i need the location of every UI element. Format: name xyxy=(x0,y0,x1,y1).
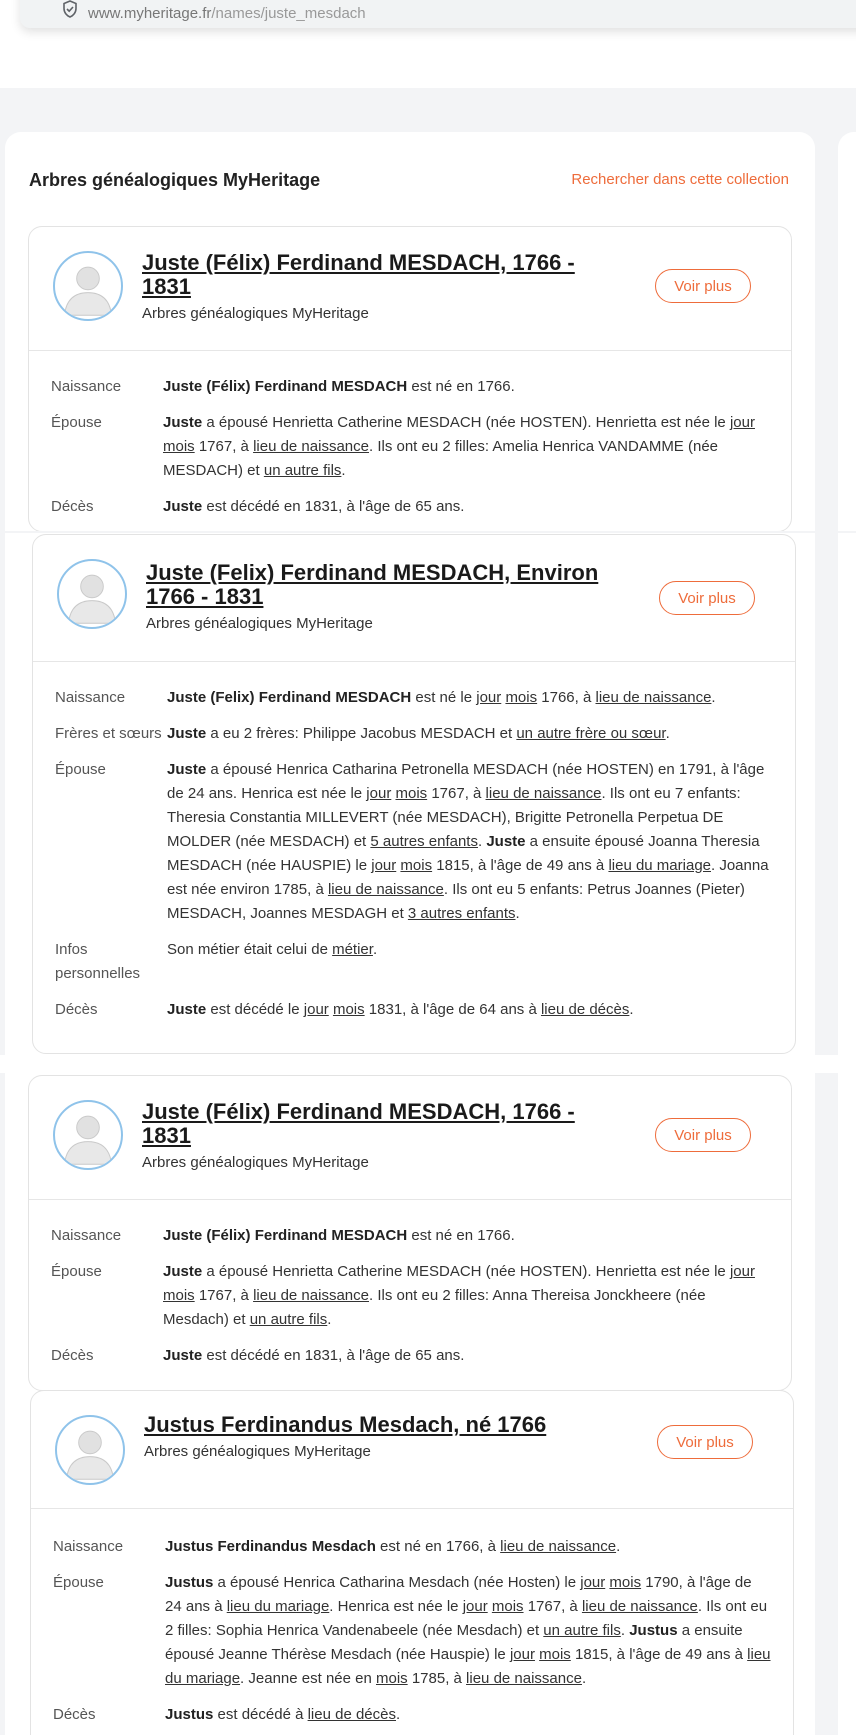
death-place-link[interactable]: lieu de décès xyxy=(307,1706,396,1723)
voir-plus-button[interactable]: Voir plus xyxy=(655,269,751,303)
birth-row: Naissance Juste (Félix) Ferdinand MESDACH est né en 1766. xyxy=(51,1227,515,1244)
birthplace-link[interactable]: lieu de naissance xyxy=(253,438,369,455)
month-link[interactable]: mois xyxy=(332,1001,365,1018)
record-name-link[interactable]: Juste (Félix) Ferdinand MESDACH, 1766 - 1831 xyxy=(142,250,575,299)
month-link[interactable]: mois xyxy=(395,785,428,802)
marriage-place-link[interactable]: lieu du mariage xyxy=(226,1598,330,1615)
month-link[interactable]: mois xyxy=(539,1646,571,1663)
avatar-placeholder-icon xyxy=(57,559,127,629)
record-card xyxy=(28,1075,792,1391)
voir-plus-button[interactable]: Voir plus xyxy=(657,1425,753,1459)
siblings-row: Frères et sœurs Juste a eu 2 frères: Philippe Jacobus MESDACH et un autre frère ou sœur. xyxy=(55,725,670,742)
record-source: Arbres généalogiques MyHeritage xyxy=(144,1443,371,1460)
other-sibling-link[interactable]: un autre frère ou sœur xyxy=(516,725,666,742)
marriage-place-link[interactable]: lieu du mariage xyxy=(608,857,711,874)
birthplace-link[interactable]: lieu de naissance xyxy=(327,881,444,898)
birthplace-link[interactable]: lieu de naissance xyxy=(466,1670,582,1687)
voir-plus-button[interactable]: Voir plus xyxy=(659,581,755,615)
birthplace-link[interactable]: lieu de naissance xyxy=(581,1598,698,1615)
avatar-placeholder-icon xyxy=(55,1415,125,1485)
personal-info-row: Infos personnelles Son métier était celui de métier. xyxy=(55,941,378,982)
death-row: Décès Justus est décédé à lieu de décès. xyxy=(53,1706,401,1723)
search-collection-link[interactable]: Rechercher dans cette collection xyxy=(571,171,789,188)
spouse-row: Épouse Juste a épousé Henrietta Catherine MESDACH (née HOSTEN). Henrietta est née le jour mois 1767, à lieu de naissance. Ils ont eu 2 filles: Anna Thereisa Jonckheere (née Mesdach) et un autre fils. xyxy=(51,1263,755,1328)
browser-chrome xyxy=(0,0,856,88)
avatar-placeholder-icon xyxy=(53,251,123,321)
url-text[interactable]: www.myheritage.fr/names/juste_mesdach xyxy=(88,4,366,22)
occupation-link[interactable]: métier xyxy=(332,941,373,958)
birthplace-link[interactable]: lieu de naissance xyxy=(253,1287,369,1304)
day-link[interactable]: jour xyxy=(729,414,755,431)
record-source: Arbres généalogiques MyHeritage xyxy=(142,305,369,322)
month-link[interactable]: mois xyxy=(505,689,538,706)
record-source: Arbres généalogiques MyHeritage xyxy=(142,1154,369,1171)
record-card xyxy=(30,1390,794,1735)
spouse-row: Épouse Justus a épousé Henrica Catharina Mesdach (née Hosten) le jour mois 1790, à l'âge de 24 ans à lieu du mariage. Henrica est née le jour mois 1767, à lieu de naissance. Ils ont eu 2 filles: Sophia Henrica Vandenabeele (née Mesdach) et un autre fils. Justus a ensuite épousé Jeanne Thérèse Mesdach (née Hauspie) le jour mois 1815, à l'âge de 49 ans à lieu du mariage. Jeanne est née en mois 1785, à lieu de naissance. xyxy=(53,1574,771,1687)
day-link[interactable]: jour xyxy=(729,1263,755,1280)
other-children-link[interactable]: 5 autres enfants xyxy=(370,833,478,850)
month-link[interactable]: mois xyxy=(491,1598,524,1615)
death-row: Décès Juste est décédé en 1831, à l'âge de 65 ans. xyxy=(51,1347,465,1364)
other-child-link[interactable]: un autre fils xyxy=(263,462,342,479)
avatar-placeholder-icon xyxy=(53,1100,123,1170)
birth-row: Naissance Justus Ferdinandus Mesdach est né en 1766, à lieu de naissance. xyxy=(53,1538,621,1555)
month-link[interactable]: mois xyxy=(609,1574,642,1591)
birthplace-link[interactable]: lieu de naissance xyxy=(500,1538,617,1555)
day-link[interactable]: jour xyxy=(509,1646,535,1663)
record-source: Arbres généalogiques MyHeritage xyxy=(146,615,373,632)
day-link[interactable]: jour xyxy=(371,857,397,874)
day-link[interactable]: jour xyxy=(580,1574,606,1591)
death-row: Décès Juste est décédé en 1831, à l'âge de 65 ans. xyxy=(51,498,465,515)
screenshot-seam xyxy=(0,531,856,533)
record-name-link[interactable]: Juste (Félix) Ferdinand MESDACH, 1766 - 1831 xyxy=(142,1099,575,1148)
collection-title: Arbres généalogiques MyHeritage xyxy=(29,170,321,190)
other-child-link[interactable]: un autre fils xyxy=(249,1311,328,1328)
record-name-link[interactable]: Justus Ferdinandus Mesdach, né 1766 xyxy=(144,1412,547,1437)
month-link[interactable]: mois xyxy=(163,438,195,455)
death-place-link[interactable]: lieu de décès xyxy=(540,1001,630,1018)
spouse-row: Épouse Juste a épousé Henrietta Catherine MESDACH (née HOSTEN). Henrietta est née le jour mois 1767, à lieu de naissance. Ils ont eu 2 filles: Amelia Henrica VANDAMME (née MESDACH) et un autre fils. xyxy=(51,414,755,479)
spouse-row: Épouse Juste a épousé Henrica Catharina Petronella MESDACH (née HOSTEN) en 1791, à l'âge de 24 ans. Henrica est née le jour mois 1767, à lieu de naissance. Ils ont eu 7 enfants: Theresia Constantia MILLEVERT (née MESDACH), Brigitte Petronella Perpetua DE MOLDER (née MESDACH) et 5 autres enfants. Juste a ensuite épousé Joanna Theresia MESDACH (née HAUSPIE) le jour mois 1815, à l'âge de 49 ans à lieu du mariage. Joanna est née environ 1785, à lieu de naissance. Ils ont eu 5 enfants: Petrus Joannes (Pieter) MESDACH, Joannes MESDAGH et 3 autres enfants. xyxy=(55,761,769,922)
day-link[interactable]: jour xyxy=(476,689,502,706)
side-panel xyxy=(838,132,856,1735)
birthplace-link[interactable]: lieu de naissance xyxy=(485,785,602,802)
voir-plus-button[interactable]: Voir plus xyxy=(655,1118,751,1152)
record-name-link[interactable]: Juste (Felix) Ferdinand MESDACH, Environ 1766 - 1831 xyxy=(146,560,599,609)
other-children-link[interactable]: 3 autres enfants xyxy=(407,905,516,922)
day-link[interactable]: jour xyxy=(462,1598,488,1615)
death-row: Décès Juste est décédé le jour mois 1831, à l'âge de 64 ans à lieu de décès. xyxy=(55,1001,634,1018)
record-card xyxy=(28,226,792,532)
month-link[interactable]: mois xyxy=(375,1670,408,1687)
month-link[interactable]: mois xyxy=(163,1287,195,1304)
birthplace-link[interactable]: lieu de naissance xyxy=(595,689,712,706)
month-link[interactable]: mois xyxy=(400,857,433,874)
other-child-link[interactable]: un autre fils xyxy=(543,1622,621,1639)
day-link[interactable]: jour xyxy=(303,1001,329,1018)
birth-row: Naissance Juste (Felix) Ferdinand MESDACH est né le jour mois 1766, à lieu de naissance. xyxy=(55,689,716,706)
birth-row: Naissance Juste (Félix) Ferdinand MESDACH est né en 1766. xyxy=(51,378,515,395)
day-link[interactable]: jour xyxy=(366,785,392,802)
screenshot-seam xyxy=(0,1055,856,1073)
shield-icon xyxy=(62,0,78,18)
marriage-place-link[interactable]: lieu du mariage xyxy=(165,1646,771,1687)
address-bar[interactable] xyxy=(20,0,856,28)
record-card xyxy=(32,534,796,1054)
